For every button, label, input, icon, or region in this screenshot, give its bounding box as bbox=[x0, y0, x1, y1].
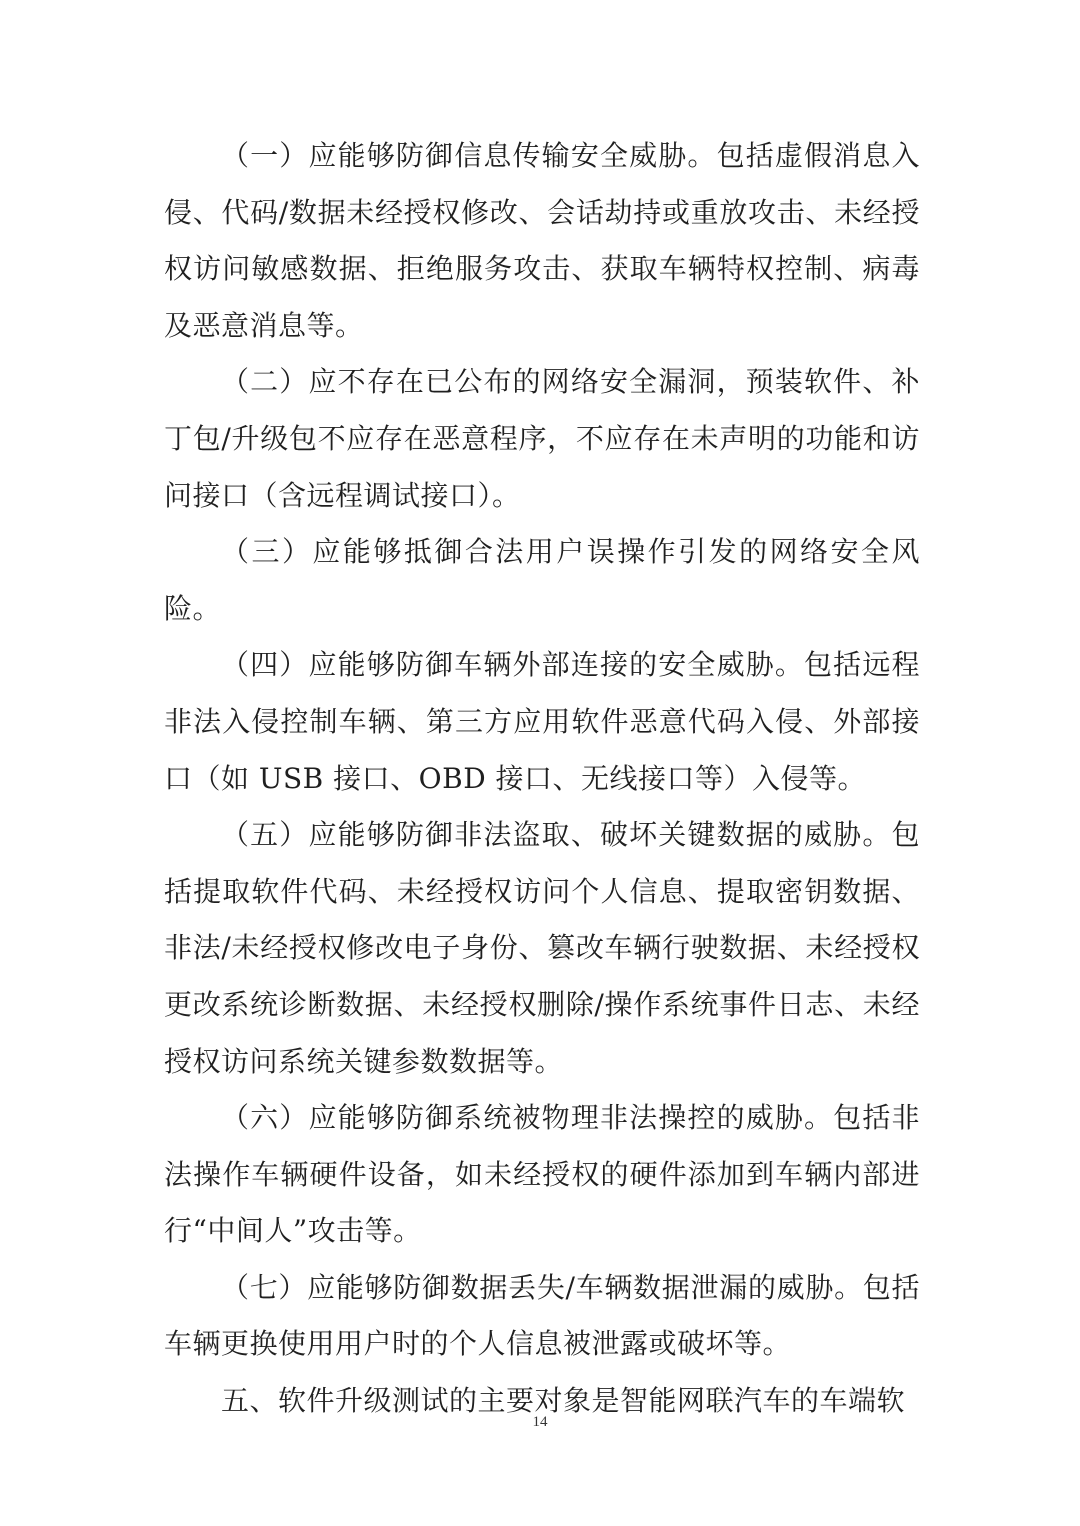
document-body bbox=[164, 128, 920, 1430]
paragraph-3: （三）应能够抵御合法用户误操作引发的网络安全风险。 bbox=[164, 535, 920, 625]
paragraph-4: （四）应能够防御车辆外部连接的安全威胁。包括远程非法入侵控制车辆、第三方应用软件恶意代码入侵、外部接口（如 USB 接口、OBD 接口、无线接口等）入侵等。 bbox=[164, 648, 920, 795]
paragraph-7: （七）应能够防御数据丢失/车辆数据泄漏的威胁。包括车辆更换使用用户时的个人信息被泄露或破坏等。 bbox=[164, 1270, 920, 1361]
paragraph-5: （五）应能够防御非法盗取、破坏关键数据的威胁。包括提取软件代码、未经授权访问个人信息、提取密钥数据、非法/未经授权修改电子身份、篡改车辆行驶数据、未经授权更改系统诊断数据、未经授权删除/操作系统事件日志、未经授权访问系统关键参数数据等。 bbox=[164, 818, 920, 1078]
paragraph-1: （一）应能够防御信息传输安全威胁。包括虚假消息入侵、代码/数据未经授权修改、会话劫持或重放攻击、未经授权访问敏感数据、拒绝服务攻击、获取车辆特权控制、病毒及恶意消息等。 bbox=[164, 139, 920, 342]
paragraph-6: （六）应能够防御系统被物理非法操控的威胁。包括非法操作车辆硬件设备，如未经授权的硬件添加到车辆内部进行“中间人”攻击等。 bbox=[164, 1101, 920, 1248]
paragraph-2: （二）应不存在已公布的网络安全漏洞，预装软件、补丁包/升级包不应存在恶意程序，不应存在未声明的功能和访问接口（含远程调试接口）。 bbox=[164, 365, 920, 512]
page-number: 14 bbox=[532, 1414, 548, 1430]
paragraph-8: 五、软件升级测试的主要对象是智能网联汽车的车端软 bbox=[221, 1384, 906, 1418]
